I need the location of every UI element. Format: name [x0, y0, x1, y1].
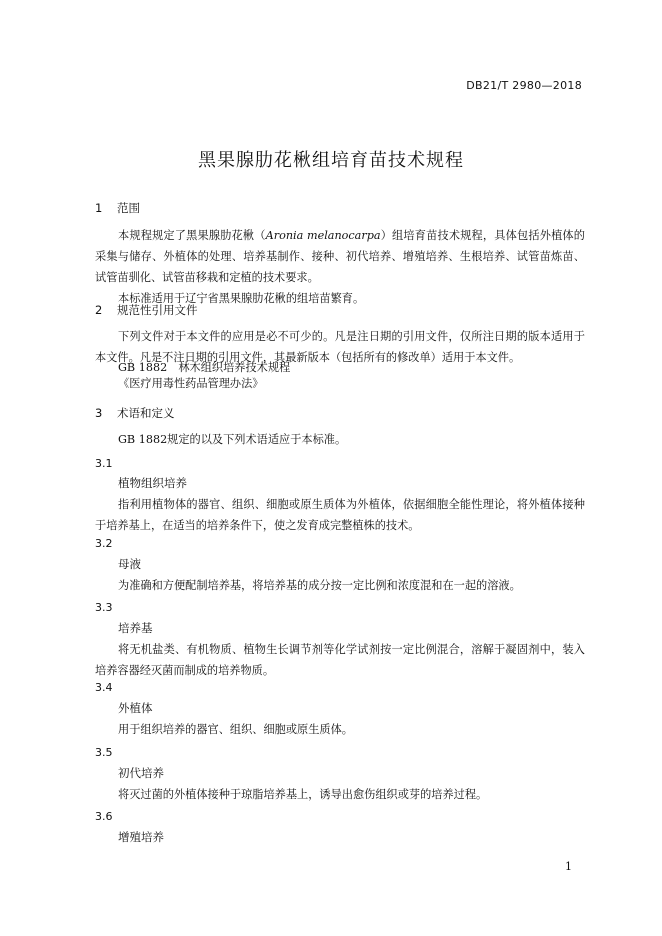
section-1-heading — [95, 200, 140, 216]
reference-item: GB 1882 林木组织培养技术规程 — [118, 361, 291, 374]
term-name: 母液 — [118, 557, 141, 571]
term-definition: 将无机盐类、有机物质、植物生长调节剂等化学试剂按一定比例混合，溶解于凝固剂中，装入培养容器经灭菌而制成的培养物质。 — [95, 643, 585, 677]
term-number: 3.1 — [95, 457, 113, 470]
latin-name: Aronia melanocarpa — [265, 229, 381, 242]
term-name: 初代培养 — [118, 766, 164, 780]
section-2-heading — [95, 302, 198, 318]
section-number: 3 — [95, 406, 103, 420]
term-definition: 指利用植物体的器官、组织、细胞或原生质体为外植体，依据细胞全能性理论，将外植体接种于培养基上，在适当的培养条件下，使之发育成完整植株的技术。 — [95, 498, 585, 532]
section-number: 2 — [95, 303, 103, 317]
standard-code: DB21/T 2980—2018 — [466, 79, 582, 92]
section-number: 1 — [95, 201, 103, 215]
term-definition: 为准确和方便配制培养基，将培养基的成分按一定比例和浓度混和在一起的溶液。 — [118, 579, 521, 592]
term-number: 3.4 — [95, 681, 113, 694]
section-3-heading — [95, 405, 175, 421]
term-number: 3.5 — [95, 746, 113, 759]
term-name: 外植体 — [118, 701, 153, 715]
section-1-paragraph-2: 本标准适用于辽宁省黑果腺肋花楸的组培苗繁育。 — [118, 292, 365, 305]
term-number: 3.6 — [95, 810, 113, 823]
text-run: ）组培育苗技术规程，具体包括外植体的采集与储存、外植体的处理、培养基制作、接种、初代培养、增殖培养、生根培养、试管苗炼苗、试管苗驯化、试管苗移栽和定植的技术要求。 — [95, 229, 585, 284]
section-title: 规范性引用文件 — [117, 303, 198, 317]
section-3-paragraph-1: GB 1882规定的以及下列术语适应于本标准。 — [118, 433, 347, 446]
term-name: 培养基 — [118, 621, 153, 635]
page-title: 黑果腺肋花楸组培育苗技术规程 — [198, 150, 464, 171]
section-title: 术语和定义 — [117, 406, 175, 420]
text-run: 本规程规定了黑果腺肋花楸（ — [118, 229, 266, 242]
term-definition: 将灭过菌的外植体接种于琼脂培养基上，诱导出愈伤组织或芽的培养过程。 — [118, 788, 488, 801]
section-2-paragraph-1: 下列文件对于本文件的应用是必不可少的。凡是注日期的引用文件，仅所注日期的版本适用于本文件。凡是不注日期的引用文件，其最新版本（包括所有的修改单）适用于本文件。 — [95, 330, 585, 364]
reference-item: 《医疗用毒性药品管理办法》 — [118, 377, 264, 390]
section-1-paragraph-1 — [95, 225, 585, 288]
term-definition: 用于组织培养的器官、组织、细胞或原生质体。 — [118, 723, 353, 736]
page-number: 1 — [565, 860, 572, 873]
term-name: 增殖培养 — [118, 830, 164, 844]
term-number: 3.3 — [95, 601, 113, 614]
term-name: 植物组织培养 — [118, 476, 187, 490]
term-number: 3.2 — [95, 537, 113, 550]
section-title: 范围 — [117, 201, 140, 215]
